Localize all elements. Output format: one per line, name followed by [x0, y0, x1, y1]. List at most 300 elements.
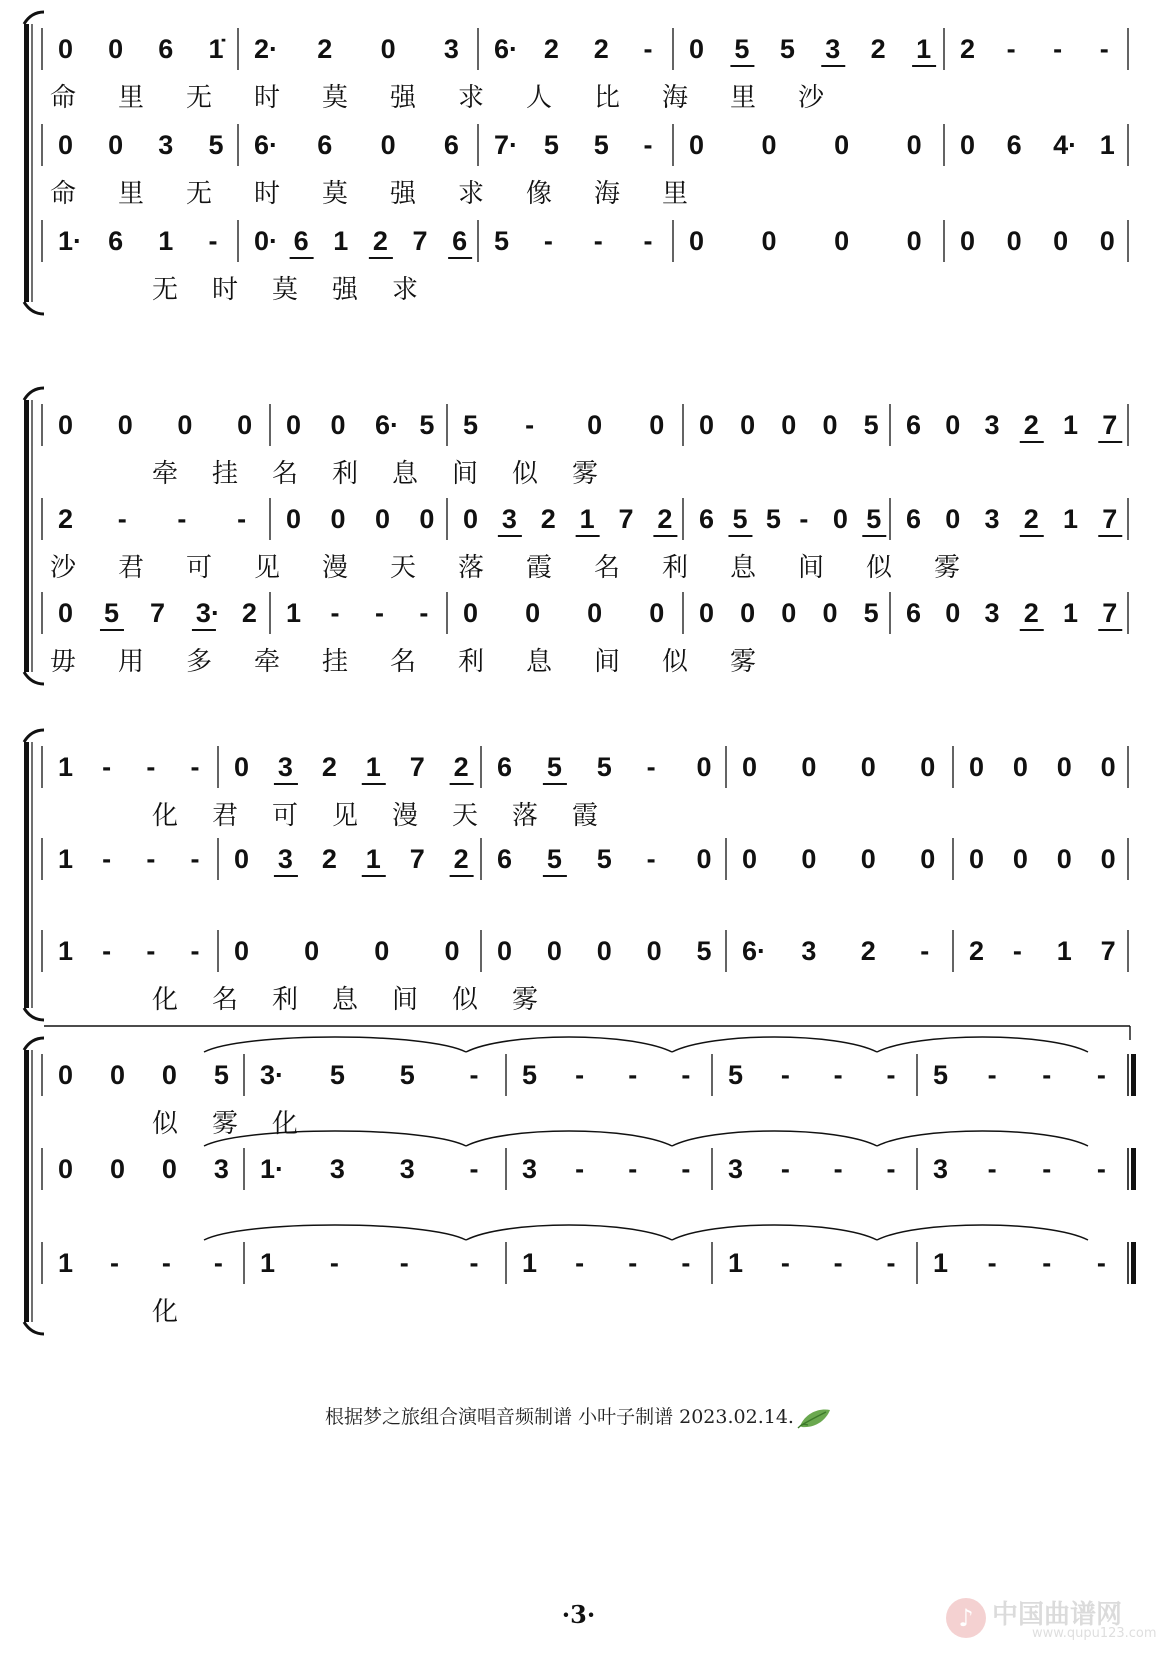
note-digit: 5 — [546, 844, 562, 874]
lyric-char: 似 — [152, 1109, 179, 1139]
note-digit: 1 — [728, 1248, 744, 1278]
note-digit: 2 — [58, 504, 74, 534]
note-digit: 3· — [260, 1060, 285, 1090]
note-digit: 0 — [834, 226, 850, 256]
tie-arc — [204, 1225, 466, 1240]
lyric-char: 可 — [272, 801, 299, 831]
note-digit: 2 — [321, 844, 337, 874]
lyric-char: 漫 — [322, 553, 349, 583]
lyric-char: 命 — [50, 83, 77, 113]
lyric-char: 无 — [186, 83, 213, 113]
duration-dash: - — [190, 752, 200, 782]
note-digit: 0 — [1100, 752, 1116, 782]
note-digit: 0 — [304, 936, 320, 966]
note-digit: 7 — [618, 504, 634, 534]
note-digit: 4· — [1053, 130, 1078, 160]
note-digit: 6 — [293, 226, 309, 256]
duration-dash: - — [987, 1060, 997, 1090]
note-digit: 6 — [317, 130, 333, 160]
duration-dash: - — [886, 1154, 896, 1184]
note-digit: 3 — [158, 130, 174, 160]
duration-dash: - — [102, 844, 112, 874]
note-digit: 0 — [234, 844, 250, 874]
note-digit: 6 — [452, 226, 468, 256]
duration-dash: - — [987, 1154, 997, 1184]
note-digit: 0 — [525, 598, 541, 628]
lyric-char: 人 — [526, 83, 553, 113]
footer — [0, 1402, 1157, 1430]
lyric-char: 天 — [452, 801, 479, 831]
lyric-char: 无 — [186, 179, 213, 209]
duration-dash: - — [780, 1154, 790, 1184]
note-digit: 3 — [443, 34, 459, 64]
duration-dash: - — [161, 1248, 171, 1278]
lyric-char: 天 — [390, 553, 417, 583]
lyric-char: 霞 — [572, 801, 599, 831]
note-digit: 2 — [870, 34, 886, 64]
lyric-char: 里 — [118, 179, 145, 209]
bracket-bottom-hook — [24, 672, 44, 684]
duration-dash: - — [628, 1060, 638, 1090]
duration-dash: - — [1042, 1248, 1052, 1278]
lyric-char: 多 — [186, 647, 213, 677]
duration-dash: - — [681, 1248, 691, 1278]
lyric-char: 雾 — [572, 459, 599, 489]
duration-dash: - — [886, 1060, 896, 1090]
duration-dash: - — [1006, 34, 1016, 64]
note-digit: 0 — [742, 752, 758, 782]
note-digit: 7 — [412, 226, 428, 256]
note-digit: 0 — [463, 598, 479, 628]
lyric-char: 间 — [392, 985, 419, 1015]
note-digit: 2 — [860, 936, 876, 966]
duration-dash: - — [177, 504, 187, 534]
note-digit: 0 — [380, 130, 396, 160]
note-digit: 6 — [108, 226, 124, 256]
lyric-char: 毋 — [50, 647, 77, 677]
tie-arc — [672, 1037, 877, 1052]
lyric-char: 强 — [390, 83, 417, 113]
duration-dash: - — [833, 1248, 843, 1278]
note-digit: 0 — [1100, 844, 1116, 874]
note-digit: 1 — [1063, 598, 1079, 628]
note-digit: 7 — [1102, 598, 1118, 628]
bracket-top-hook — [24, 730, 44, 742]
lyric-char: 君 — [212, 801, 239, 831]
note-digit: 1 — [58, 844, 74, 874]
tie-arc — [877, 1131, 1088, 1146]
duration-dash: - — [987, 1248, 997, 1278]
music-score-logo-icon: ♪ — [946, 1598, 986, 1638]
duration-dash: - — [208, 226, 218, 256]
note-digit: 0 — [969, 844, 985, 874]
system-bracket — [24, 400, 29, 672]
lyric-char: 挂 — [212, 459, 239, 489]
lyric-char: 利 — [662, 553, 689, 583]
duration-dash: - — [643, 34, 653, 64]
note-digit: 2 — [372, 226, 388, 256]
note-digit: 0 — [920, 752, 936, 782]
note-digit: 1 — [58, 936, 74, 966]
note-digit: 2 — [1023, 504, 1039, 534]
note-digit: 0 — [696, 752, 712, 782]
lyric-char: 落 — [458, 553, 485, 583]
note-digit: 0 — [699, 410, 715, 440]
note-digit: 0 — [374, 504, 390, 534]
duration-dash: - — [102, 936, 112, 966]
note-digit: 0 — [1099, 226, 1115, 256]
note-digit: 0 — [689, 226, 705, 256]
lyric-char: 落 — [512, 801, 539, 831]
duration-dash: - — [643, 130, 653, 160]
note-digit: 0 — [906, 130, 922, 160]
bracket-top-hook — [24, 1038, 44, 1050]
system-bracket — [24, 742, 29, 1008]
note-digit: 6 — [1006, 130, 1022, 160]
note-digit: 7 — [149, 598, 165, 628]
note-digit: 6 — [906, 504, 922, 534]
note-digit: 6 — [906, 598, 922, 628]
note-digit: 0 — [689, 130, 705, 160]
lyric-char: 雾 — [512, 985, 539, 1015]
lyric-char: 强 — [332, 275, 359, 305]
lyric-char: 时 — [254, 179, 281, 209]
note-digit: 1̇ — [208, 34, 224, 64]
duration-dash: - — [190, 936, 200, 966]
lyric-char: 可 — [186, 553, 213, 583]
note-digit: 0 — [822, 410, 838, 440]
bracket-top-hook — [24, 12, 44, 24]
lyric-char: 似 — [662, 647, 689, 677]
note-digit: 5 — [596, 844, 612, 874]
note-digit: 0 — [234, 752, 250, 782]
lyric-char: 见 — [254, 553, 281, 583]
note-digit: 6 — [699, 504, 715, 534]
note-digit: 5 — [103, 598, 120, 628]
tie-arc — [466, 1225, 672, 1240]
duration-dash: - — [190, 844, 200, 874]
lyric-char: 似 — [512, 459, 539, 489]
note-digit: 5 — [866, 504, 882, 534]
note-digit: 0 — [1012, 752, 1028, 782]
duration-dash: - — [330, 598, 340, 628]
note-digit: 5 — [419, 410, 435, 440]
lyric-char: 名 — [272, 459, 299, 489]
duration-dash: - — [419, 598, 429, 628]
tie-arc — [877, 1037, 1088, 1052]
lyric-char: 名 — [594, 553, 621, 583]
duration-dash: - — [833, 1154, 843, 1184]
note-digit: 0· — [254, 226, 279, 256]
note-digit: 0 — [161, 1060, 177, 1090]
note-digit: 0 — [58, 598, 74, 628]
note-digit: 0 — [237, 410, 253, 440]
note-digit: 2 — [453, 844, 469, 874]
note-digit: 0 — [960, 226, 976, 256]
lyric-char: 沙 — [798, 83, 825, 113]
note-digit: 0 — [380, 34, 396, 64]
lyric-char: 利 — [272, 985, 299, 1015]
duration-dash: - — [575, 1060, 585, 1090]
note-digit: 1 — [365, 752, 381, 782]
duration-dash: - — [1096, 1154, 1106, 1184]
duration-dash: - — [886, 1248, 896, 1278]
duration-dash: - — [469, 1154, 479, 1184]
note-digit: 2 — [241, 598, 257, 628]
note-digit: 0 — [740, 598, 756, 628]
note-digit: 0 — [696, 844, 712, 874]
note-digit: 3 — [801, 936, 817, 966]
note-digit: 3 — [984, 598, 1000, 628]
note-digit: 1 — [1063, 504, 1079, 534]
note-digit: 7 — [1102, 504, 1118, 534]
lyric-char: 息 — [392, 459, 419, 489]
note-digit: 0 — [945, 504, 961, 534]
note-digit: 0 — [587, 598, 603, 628]
tie-arc — [466, 1131, 672, 1146]
note-digit: 0 — [1006, 226, 1022, 256]
note-digit: 2 — [1023, 410, 1039, 440]
note-digit: 5 — [463, 410, 479, 440]
note-digit: 5 — [399, 1060, 415, 1090]
note-digit: 3 — [501, 504, 517, 534]
duration-dash: - — [593, 226, 603, 256]
leaf-icon — [796, 1406, 832, 1430]
note-digit: 5 — [522, 1060, 538, 1090]
duration-dash: - — [329, 1248, 339, 1278]
note-digit: 3 — [329, 1154, 345, 1184]
note-digit: 1 — [1063, 410, 1079, 440]
bracket-top-hook — [24, 388, 44, 400]
lyric-char: 时 — [254, 83, 281, 113]
lyric-char: 求 — [458, 83, 485, 113]
lyric-char: 名 — [390, 647, 417, 677]
note-digit: 5 — [734, 34, 750, 64]
note-digit: 0 — [689, 34, 705, 64]
note-digit: 6 — [497, 752, 513, 782]
note-digit: 1 — [260, 1248, 276, 1278]
note-digit: 0 — [463, 504, 479, 534]
note-digit: 0 — [649, 598, 665, 628]
note-digit: 1 — [286, 598, 302, 628]
duration-dash: - — [1099, 34, 1109, 64]
note-digit: 0 — [945, 410, 961, 440]
note-digit: 0 — [117, 410, 133, 440]
note-digit: 1 — [158, 226, 174, 256]
system-bracket — [24, 24, 29, 302]
duration-dash: - — [146, 844, 156, 874]
note-digit: 1 — [522, 1248, 538, 1278]
note-digit: 0 — [1056, 752, 1072, 782]
note-digit: 3 — [984, 504, 1000, 534]
note-digit: 0 — [596, 936, 612, 966]
lyric-char: 求 — [392, 275, 419, 305]
lyric-char: 里 — [662, 179, 689, 209]
duration-dash: - — [643, 226, 653, 256]
duration-dash: - — [646, 844, 656, 874]
note-digit: 3 — [277, 752, 293, 782]
duration-dash: - — [1053, 34, 1063, 64]
lyric-char: 比 — [594, 83, 621, 113]
lyric-char: 见 — [332, 801, 359, 831]
note-digit: 7 — [409, 844, 425, 874]
lyric-char: 雾 — [934, 553, 961, 583]
note-digit: 3· — [195, 598, 220, 628]
lyric-char: 化 — [152, 801, 179, 831]
lyric-char: 沙 — [50, 553, 77, 583]
note-digit: 1 — [916, 34, 932, 64]
note-digit: 0 — [1012, 844, 1028, 874]
note-digit: 0 — [781, 598, 797, 628]
note-digit: 0 — [1056, 844, 1072, 874]
lyric-char: 莫 — [322, 83, 349, 113]
note-digit: 5 — [933, 1060, 949, 1090]
lyric-char: 间 — [452, 459, 479, 489]
duration-dash: - — [1012, 936, 1022, 966]
note-digit: 7 — [1102, 410, 1118, 440]
note-digit: 0 — [444, 936, 460, 966]
note-digit: 1 — [58, 752, 74, 782]
duration-dash: - — [543, 226, 553, 256]
note-digit: 0 — [832, 504, 848, 534]
note-digit: 2· — [254, 34, 279, 64]
lyric-char: 息 — [332, 985, 359, 1015]
note-digit: 0 — [801, 752, 817, 782]
note-digit: 2 — [453, 752, 469, 782]
note-digit: 7 — [409, 752, 425, 782]
duration-dash: - — [833, 1060, 843, 1090]
tie-arc — [672, 1225, 877, 1240]
duration-dash: - — [799, 504, 809, 534]
note-digit: 0 — [699, 598, 715, 628]
lyric-char: 强 — [390, 179, 417, 209]
note-digit: 0 — [330, 504, 346, 534]
lyric-char: 用 — [118, 647, 145, 677]
lyric-char: 海 — [594, 179, 621, 209]
lyric-char: 化 — [152, 985, 179, 1015]
duration-dash: - — [780, 1248, 790, 1278]
tie-arc — [204, 1131, 466, 1146]
note-digit: 3 — [399, 1154, 415, 1184]
duration-dash: - — [628, 1248, 638, 1278]
note-digit: 7· — [494, 130, 519, 160]
duration-dash: - — [1096, 1060, 1106, 1090]
final-bar-line — [1131, 1054, 1136, 1096]
lyric-char: 时 — [212, 275, 239, 305]
tie-arc — [204, 1037, 466, 1052]
note-digit: 0 — [906, 226, 922, 256]
note-digit: 2 — [969, 936, 985, 966]
note-digit: 0 — [58, 410, 74, 440]
note-digit: 5 — [494, 226, 510, 256]
lyric-char: 漫 — [392, 801, 419, 831]
duration-dash: - — [469, 1060, 479, 1090]
note-digit: 5 — [863, 410, 879, 440]
lyric-char: 里 — [118, 83, 145, 113]
note-digit: 1 — [1099, 130, 1115, 160]
tie-arc — [877, 1225, 1088, 1240]
lyric-char: 化 — [272, 1109, 299, 1139]
system-bracket — [24, 1050, 29, 1322]
note-digit: 0 — [546, 936, 562, 966]
note-digit: 5 — [728, 1060, 744, 1090]
note-digit: 0 — [58, 34, 74, 64]
note-digit: 0 — [761, 226, 777, 256]
watermark-url: www.qupu123.com — [1032, 1626, 1157, 1641]
duration-dash: - — [525, 410, 535, 440]
duration-dash: - — [575, 1248, 585, 1278]
note-digit: 0 — [740, 410, 756, 440]
note-digit: 6 — [443, 130, 459, 160]
note-digit: 2 — [317, 34, 333, 64]
duration-dash: - — [780, 1060, 790, 1090]
note-digit: 0 — [234, 936, 250, 966]
bracket-bottom-hook — [24, 1322, 44, 1334]
note-digit: 0 — [742, 844, 758, 874]
duration-dash: - — [469, 1248, 479, 1278]
note-digit: 3 — [277, 844, 293, 874]
duration-dash: - — [646, 752, 656, 782]
note-digit: 2 — [960, 34, 976, 64]
note-digit: 6 — [497, 844, 513, 874]
lyric-char: 间 — [594, 647, 621, 677]
note-digit: 3 — [522, 1154, 538, 1184]
lyric-char: 像 — [526, 179, 553, 209]
note-digit: 2 — [321, 752, 337, 782]
note-digit: 0 — [109, 1060, 125, 1090]
lyric-char: 雾 — [730, 647, 757, 677]
duration-dash: - — [1096, 1248, 1106, 1278]
note-digit: 0 — [761, 130, 777, 160]
note-digit: 5 — [863, 598, 879, 628]
bracket-bottom-hook — [24, 1008, 44, 1020]
note-digit: 1 — [333, 226, 349, 256]
note-digit: 5 — [765, 504, 781, 534]
lyric-char: 利 — [458, 647, 485, 677]
note-digit: 6· — [742, 936, 767, 966]
note-digit: 0 — [646, 936, 662, 966]
note-digit: 0 — [286, 504, 302, 534]
note-digit: 6 — [158, 34, 174, 64]
note-digit: 0 — [1053, 226, 1069, 256]
lyric-char: 息 — [526, 647, 553, 677]
note-digit: 5 — [546, 752, 562, 782]
note-digit: 1 — [365, 844, 381, 874]
lyric-char: 牵 — [254, 647, 281, 677]
tie-arc — [672, 1131, 877, 1146]
lyric-char: 莫 — [322, 179, 349, 209]
note-digit: 2 — [543, 34, 559, 64]
page-number: ·3· — [561, 1600, 596, 1629]
note-digit: 3 — [933, 1154, 949, 1184]
lyric-char: 利 — [332, 459, 359, 489]
lyric-char: 无 — [152, 275, 179, 305]
note-digit: 1 — [579, 504, 595, 534]
note-digit: 5 — [596, 752, 612, 782]
lyric-char: 雾 — [212, 1109, 239, 1139]
note-digit: 0 — [108, 130, 124, 160]
note-digit: 5 — [213, 1060, 229, 1090]
bracket-bottom-hook — [24, 302, 44, 314]
note-digit: 1 — [933, 1248, 949, 1278]
duration-dash: - — [146, 752, 156, 782]
duration-dash: - — [1042, 1154, 1052, 1184]
duration-dash: - — [102, 752, 112, 782]
note-digit: 5 — [543, 130, 559, 160]
note-digit: 0 — [860, 844, 876, 874]
note-digit: 0 — [497, 936, 513, 966]
note-digit: 0 — [108, 34, 124, 64]
